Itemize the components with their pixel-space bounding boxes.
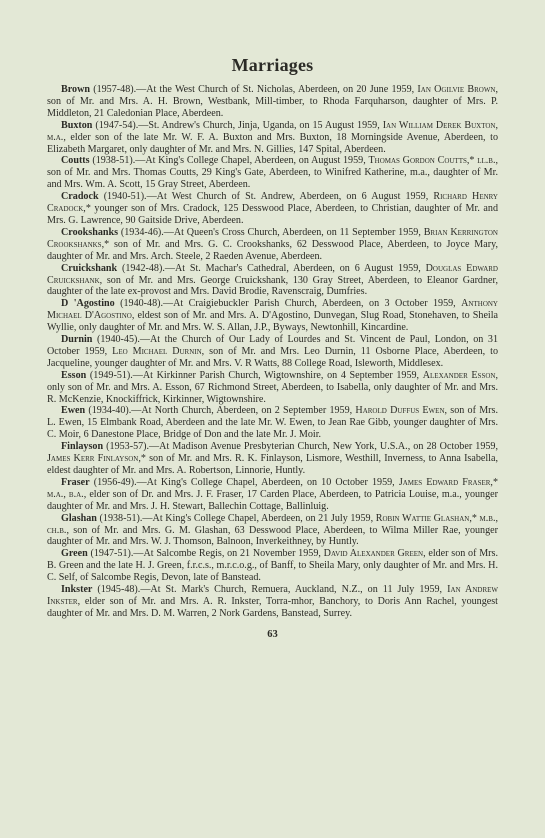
entry-text: (1940-51).—At West Church of St. Andrew, Aberdeen, on 6 August 1959, [98,191,434,203]
entry-text: (1945-48).—At St. Mark's Church, Remuera, Auckland, N.Z., on 11 July 1959, [92,584,448,596]
entry-groom-name: Brian Kerrington Crookshanks,* [47,226,498,250]
entry-text: , elder son of Mrs. B. Green and the late H. J. Green, f.r.c.s., m.r.c.o.g., of Banff, to Sheila Mary, only daughter of Mr. and Mrs. H. C. Self, of Salcombe Regis, Devon, late of Banstead. [47,548,498,584]
entry-text: (1953-57).—At Madison Avenue Presbyterian Church, New York, U.S.A., on 28 October 1959, [103,441,498,453]
marriage-entry [47,84,498,120]
entry-text: , elder son of Mr. and Mrs. A. R. Inkster, Torra-mhor, Banchory, to Doris Ann Rachel, youngest daughter of Mr. and Mrs. D. M. Warren, 2 Nork Gardens, Banstead, Surrey. [47,595,498,619]
entry-text: , son of Mr. and Mrs. G. M. Glashan, 63 Desswood Place, Aberdeen, to Wilma Miller Rae, younger daughter of Mr. and Mrs. W. J. Thomson, Balnoon, Inverkeithney, by Huntly. [47,524,498,548]
entry-text: (1942-48).—At St. Machar's Cathedral, Aberdeen, on 6 August 1959, [117,262,426,274]
marriage-entry [47,263,498,299]
entry-surname: Crookshanks [61,226,119,238]
entry-surname: Fraser [61,476,90,488]
entry-text: , son of Mr. and Mrs. Thomas Coutts, 29 King's Gate, Aberdeen, to Winifred Katherine, m.a., daughter of Mr. and Mrs. Wm. A. Scott, 15 Gray Street, Aberdeen. [47,155,498,191]
entry-text: , elder son of the late Mr. W. F. A. Buxton and Mrs. Buxton, 18 Morningside Avenue, Aberdeen, to Elizabeth Margaret, only daughter of Mr. and Mrs. N. Gillies, 147 Spital, Aberdeen. [47,131,498,155]
entry-surname: Brown [61,84,90,95]
entry-text: , son of Mr. and Mrs. A. H. Brown, Westbank, Mill-timber, to Rhoda Farquharson, daughter of Mrs. P. Middleton, 21 Caledonian Place, Aberdeen. [47,84,499,119]
entry-text: son of Mr. and Mrs. G. C. Crookshanks, 62 Desswood Place, Aberdeen, to Joyce Mary, daughter of Mr. and Mrs. Arch. Steele, 2 Raeden Avenue, Aberdeen. [47,238,498,262]
entry-groom-name: James Kerr Finlayson,* [47,453,146,465]
marriage-entry [47,334,498,370]
entry-surname: Finlayson [61,441,104,453]
entry-text: , only son of Mr. and Mrs. A. Esson, 67 Richmond Street, Aberdeen, to Isabella, only daughter of Mr. and Mrs. R. McKenzie, Knockiffrick, Kirkinner, Wigtownshire. [47,369,498,405]
entry-text: , elder son of Dr. and Mrs. J. F. Fraser, 17 Carden Place, Aberdeen, to Patricia Louise, m.a., younger daughter of Mr. and Mrs. J. H. Stewart, Ballechin Cottage, Ballinluig. [47,488,498,512]
entry-text: (1940-48).—At Craigiebuckler Parish Church, Aberdeen, on 3 October 1959, [114,298,462,310]
entry-text: son of Mr. and Mrs. R. K. Finlayson, Lismore, Westhill, Inverness, to Anna Isabella, eldest daughter of Mr. and Mrs. A. Robertson, Linnorie, Huntly. [47,453,498,476]
entry-surname: Green [61,548,88,560]
entry-groom-name: James Edward Fraser,* m.a., b.a. [47,476,498,500]
entry-text: (1938-51).—At King's College Chapel, Aberdeen, on 21 July 1959, [96,512,376,524]
entry-groom-name: Ian Andrew Inkster [47,584,499,607]
marriage-entry [47,298,498,334]
marriage-entry [47,513,498,549]
entry-groom-name: Anthony Michael D'Agostino [47,298,498,322]
entry-text: (1940-45).—At the Church of Our Lady of Lourdes and St. Vincent de Paul, London, on 31 October 1959, [47,334,498,357]
entry-surname: Cradock [61,191,99,203]
entry-text: , eldest son of Mr. and Mrs. A. D'Agostino, Dunvegan, Slug Road, Stonehaven, to Sheila Wyllie, only daughter of Mr. and Mrs. W. S. Allan, J.P., Byways, Newtonhill, Kincardine. [47,310,499,334]
entry-text: (1938-51).—At King's College Chapel, Aberdeen, on August 1959, [89,155,369,167]
page-title: Marriages [231,55,314,75]
entry-groom-name: Harold Duffus Ewen [355,405,445,417]
entry-groom-name: Ian Ogilvie Brown [417,84,496,95]
entry-groom-name: Ian William Derek Buxton, m.a. [47,119,499,143]
entry-surname: Glashan [61,512,97,524]
entry-groom-name: Richard Henry Cradock,* [47,191,498,215]
entry-surname: Durnin [61,334,93,346]
entry-text: , son of Mr. and Mrs. George Cruickshank, 130 Gray Street, Aberdeen, to Eleanor Gardner, daughter of the late ex-provost and Mrs. David Brodie, Ravenscraig, Dumfries. [47,274,498,298]
entry-groom-name: Douglas Edward Cruickshank [47,262,498,286]
marriage-entry [47,120,498,156]
entry-text: (1947-51).—At Salcombe Regis, on 21 November 1959, [87,548,324,560]
entry-groom-name: Robin Wattie Glashan,* m.b., ch.b. [47,512,498,536]
entry-groom-name: Thomas Gordon Coutts,* ll.b. [368,155,496,167]
marriage-entry [47,441,498,477]
entry-text: (1956-49).—At King's College Chapel, Aberdeen, on 10 October 1959, [89,476,399,488]
entry-surname: Coutts [61,155,90,167]
entry-surname: Buxton [61,119,93,131]
entry-surname: Cruickshank [61,262,118,274]
marriage-entry [47,477,498,513]
marriage-entry [47,191,498,227]
entry-surname: Esson [61,369,87,381]
entry-text: , son of Mr. and Mrs. Leo Durnin, 11 Osborne Place, Aberdeen, to Jacqueline, younger daughter of Mr. and Mrs. V. R Watts, 88 College Road, Isleworth, Middlesex. [47,345,498,369]
entry-text: (1949-51).—At Kirkinner Parish Church, Wigtownshire, on 4 September 1959, [86,369,423,381]
entry-surname: Ewen [61,405,86,417]
entry-groom-name: Leo Michael Durnin [112,345,202,357]
marriage-entry [47,227,498,263]
marriage-entry [47,548,498,584]
entry-surname: D 'Agostino [61,298,115,310]
entry-text: (1934-40).—At North Church, Aberdeen, on 2 September 1959, [85,405,356,417]
entry-text: , son of Mrs. L. Ewen, 15 Elmbank Road, Aberdeen and the late Mr. W. Ewen, to Jean Rae Gibb, younger daughter of Mrs. C. Moir, 6 Danestone Place, Bridge of Don and the late Mr. J. Moir. [47,405,498,441]
entry-text: (1957-48).—At the West Church of St. Nicholas, Aberdeen, on 20 June 1959, [89,84,418,95]
marriage-entry [47,370,498,406]
entry-text: (1934-46).—At Queen's Cross Church, Aberdeen, on 11 September 1959, [118,226,424,238]
page-number: 63 [267,628,278,640]
entry-surname: Inkster [61,584,93,596]
marriage-entry [47,405,498,441]
marriage-entries [47,84,498,620]
marriage-entry [47,584,498,620]
entry-text: (1947-54).—St. Andrew's Church, Jinja, Uganda, on 15 August 1959, [92,119,383,131]
entry-text: younger son of Mrs. Cradock, 125 Desswood Place, Aberdeen, to Christian, daughter of Mr. and Mrs. G. Lawrence, 90 Gaitside Drive, Aberdeen. [47,203,498,226]
entry-groom-name: Alexander Esson [422,369,496,381]
marriage-entry [47,155,498,191]
entry-groom-name: David Alexander Green [323,548,424,560]
